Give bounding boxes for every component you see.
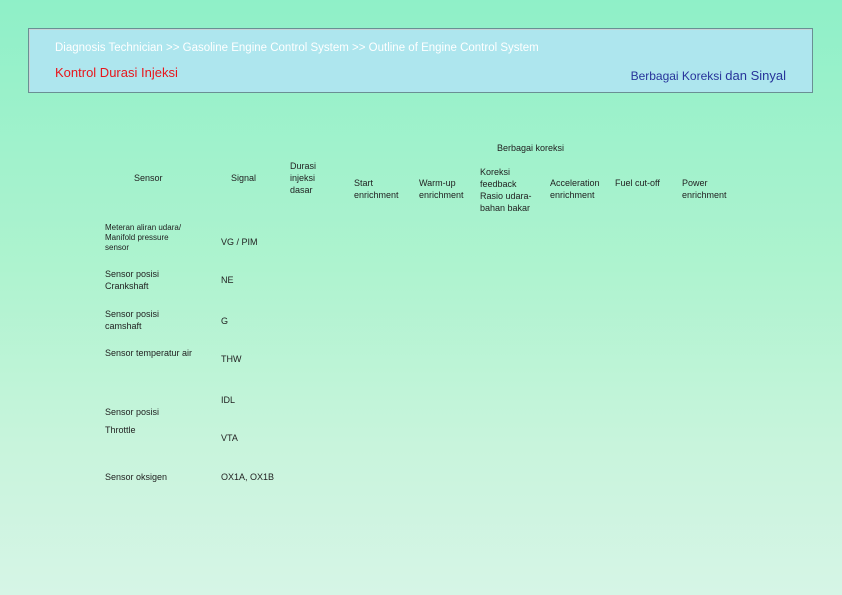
sensor-oxygen: Sensor oksigen xyxy=(105,472,168,482)
sensor-throttle-position: Sensor posisi xyxy=(105,407,160,417)
col-header-acceleration-enrichment: Acceleration enrichment xyxy=(550,178,600,200)
subtitle-main: Berbagai Koreksi xyxy=(630,69,726,83)
col-header-power-enrichment: Power enrichment xyxy=(682,178,727,200)
sensor-throttle-label: Throttle xyxy=(105,425,136,435)
signal-vg-pim: VG / PIM xyxy=(221,237,258,247)
signal-vta: VTA xyxy=(221,433,238,443)
breadcrumb: Diagnosis Technician >> Gasoline Engine Control System >> Outline of Engine Control System xyxy=(55,42,539,54)
signal-idl: IDL xyxy=(221,395,236,405)
header-banner xyxy=(28,28,813,93)
sensor-crankshaft: Sensor posisi Crankshaft xyxy=(105,269,160,291)
signal-thw: THW xyxy=(221,354,242,364)
sensor-water-temperature: Sensor temperatur air xyxy=(105,348,193,358)
signal-ox1a-ox1b: OX1A, OX1B xyxy=(221,472,275,482)
col-header-start-enrichment: Start enrichment xyxy=(354,178,399,200)
col-header-koreksi-feedback: Koreksi feedback Rasio udara- bahan bakar xyxy=(480,167,532,213)
col-header-durasi-injeksi-dasar: Durasi injeksi dasar xyxy=(290,161,317,195)
signal-g: G xyxy=(221,316,229,326)
group-header-berbagai-koreksi: Berbagai koreksi xyxy=(497,143,565,153)
subtitle-tail: dan Sinyal xyxy=(725,68,786,83)
col-header-fuel-cut-off: Fuel cut-off xyxy=(615,178,660,188)
page-title: Kontrol Durasi Injeksi xyxy=(55,65,178,80)
sensor-airflow-manifold: Meteran aliran udara/ Manifold pressure sensor xyxy=(105,223,182,252)
col-header-warmup-enrichment: Warm-up enrichment xyxy=(419,178,464,200)
sensor-camshaft: Sensor posisi camshaft xyxy=(105,309,160,331)
page-subtitle xyxy=(631,68,786,83)
col-header-signal: Signal xyxy=(231,173,257,183)
col-header-sensor: Sensor xyxy=(134,173,163,183)
signal-ne: NE xyxy=(221,275,234,285)
